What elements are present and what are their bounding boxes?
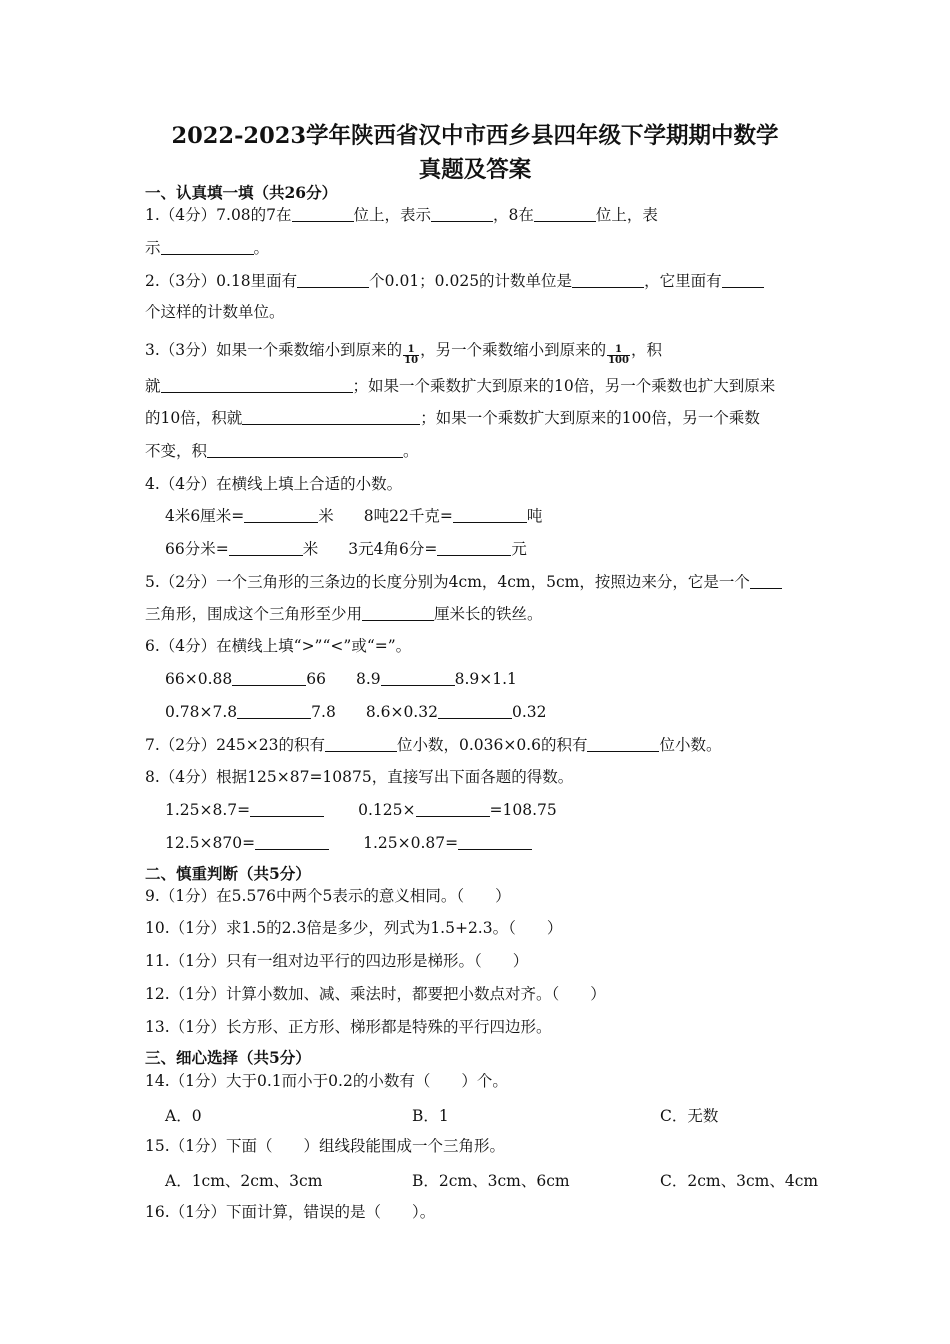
question-6-row-1: 66×0.88 66 8.9 8.9×1.1 (165, 670, 517, 688)
question-2-line-2: 个这样的计数单位。 (145, 303, 285, 321)
question-3-line-2: 就 ；如果一个乘数扩大到原来的10倍，另一个乘数也扩大到原来 (145, 377, 776, 395)
question-5-line-2: 三角形，围成这个三角形至少用 厘米长的铁丝。 (145, 605, 543, 623)
question-14-stem: 14.（1分）大于0.1而小于0.2的小数有（ ）个。 (145, 1072, 508, 1090)
answer-blank[interactable] (244, 508, 318, 523)
question-14-option-b[interactable]: B．1 (412, 1107, 449, 1125)
question-14-option-a[interactable]: A．0 (165, 1107, 202, 1125)
answer-blank[interactable] (237, 704, 311, 719)
question-1-line-1: 1.（4分）7.08的7在 位上，表示 ，8在 位上，表 (145, 206, 658, 224)
question-14-option-c[interactable]: C．无数 (660, 1107, 719, 1125)
question-6-stem: 6.（4分）在横线上填“>”“<”或“=”。 (145, 637, 412, 655)
question-4-row-1: 4米6厘米= 米 8吨22千克= 吨 (165, 507, 543, 525)
page-title-line-1: 2022-2023学年陕西省汉中市西乡县四年级下学期期中数学 (171, 123, 779, 149)
answer-blank[interactable] (431, 207, 493, 222)
answer-blank[interactable] (381, 671, 455, 686)
answer-blank[interactable] (572, 273, 644, 288)
question-4-row-2: 66分米= 米 3元4角6分= 元 (165, 540, 527, 558)
answer-blank[interactable] (458, 835, 532, 850)
answer-blank[interactable] (161, 378, 353, 393)
section-heading-choice: 三、细心选择（共5分） (145, 1048, 311, 1067)
fraction-one-tenth: $\frac{1}{10}$ (404, 344, 419, 366)
question-3-line-3: 的10倍，积就 ；如果一个乘数扩大到原来的100倍，另一个乘数 (145, 409, 760, 427)
section-heading-fill-in: 一、认真填一填（共26分） (145, 183, 338, 202)
question-3-line-1: 3.（3分）如果一个乘数缩小到原来的 $\frac{1}{10}$ ，另一个乘数缩小到原来的 $\frac{1}{100}$ ，积 (145, 341, 662, 366)
answer-blank[interactable] (437, 541, 511, 556)
question-10: 10.（1分）求1.5的2.3倍是多少，列式为1.5+2.3。（ ） (145, 919, 563, 937)
fraction-one-hundredth: $\frac{1}{100}$ (608, 344, 629, 366)
question-15-option-c[interactable]: C．2cm、3cm、4cm (660, 1172, 819, 1190)
answer-blank[interactable] (232, 671, 306, 686)
question-8-row-2: 12.5×870= 1.25×0.87= (165, 833, 532, 853)
answer-blank[interactable] (297, 273, 369, 288)
question-6-row-2: 0.78×7.8 7.8 8.6×0.32 0.32 (165, 703, 547, 721)
page-title-line-2: 真题及答案 (418, 157, 532, 183)
question-8-row-1: 1.25×8.7= 0.125× =108.75 (165, 801, 557, 819)
question-12: 12.（1分）计算小数加、减、乘法时，都要把小数点对齐。（ ） (145, 985, 606, 1003)
question-15-option-b[interactable]: B．2cm、3cm、6cm (412, 1172, 570, 1190)
answer-blank[interactable] (207, 443, 403, 458)
question-9: 9.（1分）在5.576中两个5表示的意义相同。（ ） (145, 887, 511, 905)
question-13: 13.（1分）长方形、正方形、梯形都是特殊的平行四边形。 (145, 1018, 552, 1036)
question-8-stem: 8.（4分）根据125×87=10875，直接写出下面各题的得数。 (145, 768, 574, 786)
answer-blank[interactable] (325, 737, 397, 752)
answer-blank[interactable] (438, 704, 512, 719)
question-15-option-a[interactable]: A．1cm、2cm、3cm (165, 1172, 323, 1190)
question-11: 11.（1分）只有一组对边平行的四边形是梯形。（ ） (145, 952, 529, 970)
question-15-stem: 15.（1分）下面（ ）组线段能围成一个三角形。 (145, 1137, 506, 1155)
answer-blank[interactable] (242, 410, 420, 425)
answer-blank[interactable] (161, 240, 254, 255)
answer-blank[interactable] (722, 273, 764, 288)
question-2-line-1: 2.（3分）0.18里面有 个0.01；0.025的计数单位是 ，它里面有 (145, 271, 764, 291)
answer-blank[interactable] (750, 574, 782, 589)
answer-blank[interactable] (229, 541, 303, 556)
question-4-stem: 4.（4分）在横线上填上合适的小数。 (145, 475, 403, 493)
answer-blank[interactable] (534, 207, 596, 222)
question-3-line-4: 不变，积 。 (145, 442, 419, 460)
answer-blank[interactable] (587, 737, 659, 752)
answer-blank[interactable] (416, 802, 490, 817)
answer-blank[interactable] (255, 835, 329, 850)
answer-blank[interactable] (362, 606, 434, 621)
answer-blank[interactable] (453, 508, 527, 523)
section-heading-judgement: 二、慎重判断（共5分） (145, 864, 311, 883)
question-1-line-2: 示 。 (145, 239, 270, 257)
answer-blank[interactable] (292, 207, 354, 222)
question-7: 7.（2分）245×23的积有 位小数，0.036×0.6的积有 位小数。 (145, 736, 722, 754)
question-16-stem: 16.（1分）下面计算，错误的是（ ）。 (145, 1203, 436, 1221)
answer-blank[interactable] (250, 802, 324, 817)
question-5-line-1: 5.（2分）一个三角形的三条边的长度分别为4cm，4cm，5cm，按照边来分，它是一个 (145, 572, 782, 592)
